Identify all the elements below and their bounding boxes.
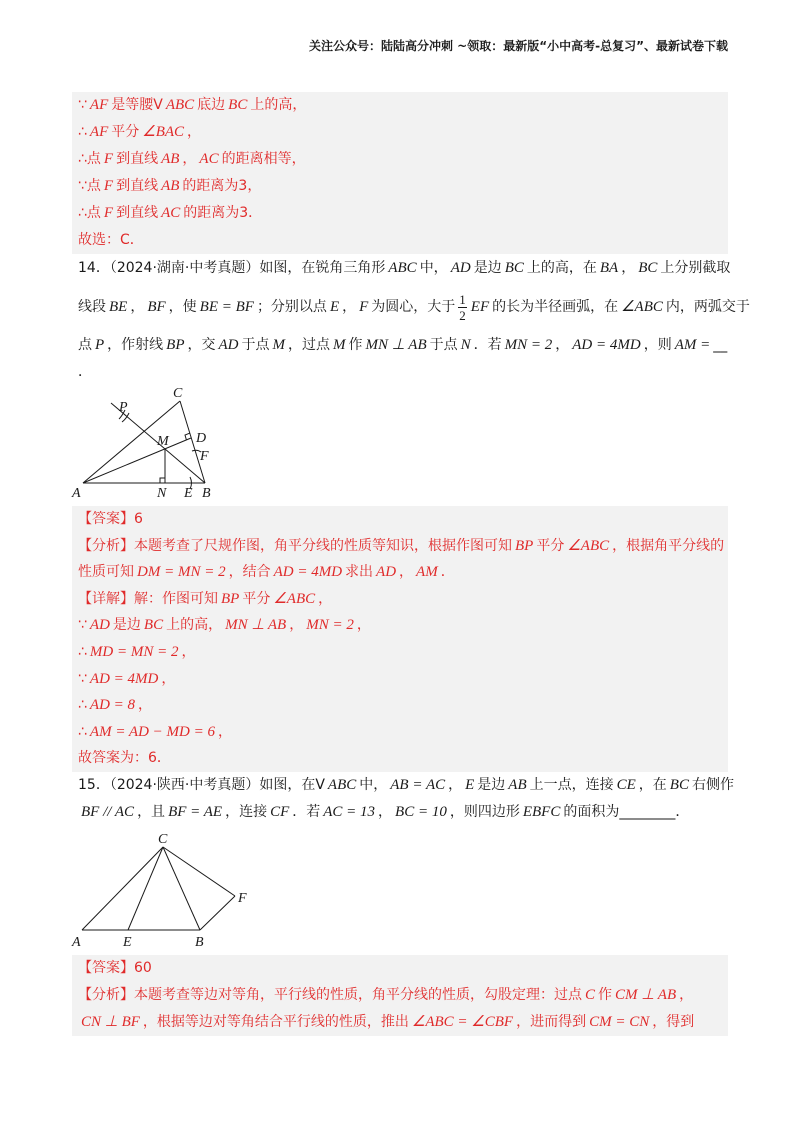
text-run: ，连接 xyxy=(225,804,268,820)
text-run: 作 xyxy=(348,337,363,353)
question-15 xyxy=(72,772,734,826)
math-expression: AD xyxy=(376,564,397,581)
text-run: 于点 xyxy=(241,337,270,353)
math-expression: MN ⊥ AB xyxy=(225,617,287,634)
math-expression: ABC xyxy=(388,260,417,276)
math-expression: C xyxy=(585,987,596,1003)
text-run: ，且 xyxy=(137,804,166,820)
text-run: ， xyxy=(621,260,636,276)
text-run: ，结合 xyxy=(228,564,271,581)
math-expression: AD = 4MD xyxy=(572,337,641,353)
math-expression: BC xyxy=(228,97,248,113)
label-E: E xyxy=(184,486,193,501)
text-run: ∵ xyxy=(78,617,87,634)
text-line xyxy=(78,282,750,332)
text-run: 平分 xyxy=(111,124,140,140)
text-run: ∵ xyxy=(78,97,87,113)
label-F: F xyxy=(238,891,247,906)
text-run: ， xyxy=(182,151,197,167)
text-run: 到直线 xyxy=(116,178,159,194)
math-expression: ABC xyxy=(327,777,357,793)
text-line xyxy=(78,119,728,146)
text-run: 是边 xyxy=(473,260,502,276)
text-run: 的距离为3， xyxy=(182,178,262,194)
text-run: ∵ xyxy=(78,670,87,687)
text-run: 上的高， xyxy=(250,97,307,113)
math-expression: AD xyxy=(89,617,110,634)
math-expression: MN = 2 xyxy=(504,337,553,353)
math-expression: BC xyxy=(669,777,689,793)
text-run: ．若 xyxy=(473,337,502,353)
solution-block-q15 xyxy=(72,955,728,1036)
text-line xyxy=(78,719,728,746)
text-line xyxy=(78,533,728,560)
text-run: 14．（2024·湖南·中考真题）如图，在锐角三角形 xyxy=(78,260,386,276)
text-run: 上的高， xyxy=(166,617,223,634)
text-run: 上分别截取 xyxy=(660,260,731,276)
text-run: 的距离相等， xyxy=(221,151,306,167)
math-expression: BC xyxy=(504,260,524,276)
text-run: ，使 xyxy=(168,299,197,315)
figure-q15 xyxy=(70,828,260,950)
text-run: 15．（2024·陕西·中考真题）如图，在V xyxy=(78,777,325,793)
math-expression: BE = BF xyxy=(199,299,254,315)
math-expression: CM ⊥ AB xyxy=(615,987,677,1003)
math-expression: AM xyxy=(416,564,438,581)
text-run: ，过点 xyxy=(288,337,330,353)
text-line xyxy=(78,745,728,772)
math-expression: DM = MN = 2 xyxy=(137,564,226,581)
text-run: ， xyxy=(679,987,694,1003)
math-expression: CN ⊥ BF xyxy=(81,1014,140,1030)
text-run: 中， xyxy=(359,777,388,793)
figure-q14 xyxy=(70,380,220,502)
text-run: ，得到 xyxy=(652,1014,695,1030)
text-run: ，则四边形 xyxy=(449,804,520,820)
text-run: 的面积为________． xyxy=(563,804,690,820)
text-line xyxy=(78,92,728,119)
math-expression: BF xyxy=(147,299,166,315)
text-run: ， xyxy=(378,804,393,820)
text-run: 点 xyxy=(78,337,92,353)
math-expression: AC xyxy=(161,205,181,221)
label-F: F xyxy=(200,449,209,464)
text-run: 到直线 xyxy=(116,151,159,167)
text-run: ． xyxy=(440,564,455,581)
math-expression: F xyxy=(103,178,114,194)
math-expression: E xyxy=(465,777,475,793)
text-line xyxy=(78,772,734,799)
text-run: ， xyxy=(161,670,176,687)
label-E: E xyxy=(123,935,132,950)
text-line xyxy=(78,666,728,693)
fraction-numerator: 1 xyxy=(459,291,466,307)
math-expression: AF xyxy=(89,97,109,113)
text-run: ， xyxy=(181,643,196,660)
text-line xyxy=(78,612,728,639)
math-expression: BF = AE xyxy=(168,804,223,820)
segment-BF xyxy=(200,896,235,930)
math-expression: AD xyxy=(218,337,239,353)
text-run: ， xyxy=(289,617,304,634)
label-D: D xyxy=(196,431,207,446)
math-expression: AB = AC xyxy=(390,777,446,793)
math-expression: BE xyxy=(109,299,128,315)
text-line xyxy=(78,586,728,613)
text-run: 于点 xyxy=(429,337,458,353)
math-expression: AD = 4MD xyxy=(273,564,343,581)
text-run: ，进而得到 xyxy=(516,1014,587,1030)
text-line xyxy=(78,955,728,982)
text-run: __ xyxy=(713,337,728,353)
text-run: 故答案为：6． xyxy=(78,750,171,767)
label-C: C xyxy=(158,832,168,847)
math-expression: AC xyxy=(199,151,219,167)
text-run: 的距离为3． xyxy=(183,205,263,221)
right-angle-mark-N xyxy=(160,478,165,483)
math-expression: AC = 13 xyxy=(323,804,376,820)
math-expression: ∠ABC = ∠CBF xyxy=(411,1014,514,1030)
text-line xyxy=(78,173,728,200)
text-run: 底边 xyxy=(197,97,226,113)
text-line xyxy=(78,799,728,826)
text-run: ， xyxy=(356,617,371,634)
math-expression: N xyxy=(460,337,471,353)
header-promo-text: 关注公众号：陆陆高分冲刺 ~领取：最新版“小中高考-总复习”、最新试卷下载 xyxy=(309,39,728,53)
math-expression: F xyxy=(359,299,369,315)
text-run: ，根据等边对等角结合平行线的性质，推出 xyxy=(142,1014,409,1030)
text-run: 右侧作 xyxy=(691,777,734,793)
text-run: 故选：C． xyxy=(78,232,144,248)
math-expression: E xyxy=(329,299,340,315)
text-run: ，交 xyxy=(187,337,216,353)
text-run: 【答案】60 xyxy=(78,960,152,976)
text-run: 上一点，连接 xyxy=(529,777,614,793)
text-run: 为圆心，大于 xyxy=(371,299,456,315)
solution-block-q14 xyxy=(72,506,728,772)
text-run: 求出 xyxy=(345,564,374,581)
text-run: ∴ xyxy=(78,697,87,714)
text-run: 作 xyxy=(598,987,613,1003)
text-line xyxy=(78,506,728,533)
math-expression: AD xyxy=(450,260,471,276)
text-run: ， xyxy=(130,299,145,315)
text-line xyxy=(78,982,728,1009)
math-expression: ∠ABC xyxy=(567,537,610,554)
text-run: ． xyxy=(78,364,92,380)
math-expression: ∠BAC xyxy=(142,124,185,140)
label-A: A xyxy=(72,935,81,950)
text-run: 的长为半径画弧，在 xyxy=(492,299,619,315)
math-expression: BC xyxy=(638,260,658,276)
text-run: 【详解】解：作图可知 xyxy=(78,590,218,607)
label-P: P xyxy=(119,400,128,415)
text-run: ， xyxy=(218,723,232,740)
math-expression: AB xyxy=(161,178,180,194)
math-expression: BP xyxy=(221,590,240,607)
math-expression: BC = 10 xyxy=(395,804,447,820)
text-run: ， xyxy=(555,337,570,353)
text-run: 线段 xyxy=(78,299,106,315)
math-expression: AM = xyxy=(674,337,711,353)
math-expression: ∠ABC xyxy=(273,590,316,607)
label-A: A xyxy=(72,486,81,501)
fraction xyxy=(458,292,467,323)
text-line xyxy=(78,1009,728,1036)
text-line xyxy=(78,692,728,719)
math-expression: BP xyxy=(515,537,534,554)
question-14 xyxy=(72,255,750,386)
math-expression: BC xyxy=(143,617,164,634)
text-run: 性质可知 xyxy=(78,564,134,581)
text-run: ，根据角平分线的 xyxy=(612,537,725,554)
text-run: ， xyxy=(342,299,357,315)
segment-CE xyxy=(128,847,163,930)
text-run: ∴ xyxy=(78,643,87,660)
math-expression: MD = MN = 2 xyxy=(89,643,179,660)
math-expression: BP xyxy=(166,337,185,353)
text-run: ，在 xyxy=(638,777,667,793)
segment-AD xyxy=(83,438,191,483)
text-run: 内，两弧交于 xyxy=(665,299,750,315)
text-run: 是边 xyxy=(477,777,506,793)
text-run: ∴ xyxy=(78,124,87,140)
text-line xyxy=(78,639,728,666)
text-run: ， xyxy=(318,590,333,607)
text-run: ．若 xyxy=(292,804,321,820)
label-B: B xyxy=(202,486,211,501)
text-line xyxy=(78,332,728,359)
label-C: C xyxy=(173,386,183,401)
text-run: ∴点 xyxy=(78,205,101,221)
text-run: ， xyxy=(187,124,202,140)
text-run: ；分别以点 xyxy=(256,299,327,315)
math-expression: M xyxy=(272,337,285,353)
math-expression: ABC xyxy=(165,97,195,113)
text-run: ， xyxy=(399,564,414,581)
text-run: ， xyxy=(448,777,463,793)
math-expression: AD = 8 xyxy=(89,697,136,714)
text-run: 中， xyxy=(419,260,448,276)
text-line xyxy=(78,255,731,282)
text-line xyxy=(78,559,728,586)
text-run: 【分析】本题考查等边对等角，平行线的性质，角平分线的性质，勾股定理：过点 xyxy=(78,987,582,1003)
math-expression: AB xyxy=(161,151,180,167)
text-run: 是边 xyxy=(112,617,141,634)
text-run: 是等腰V xyxy=(111,97,163,113)
text-run: ， xyxy=(138,697,153,714)
math-expression: CF xyxy=(270,804,290,820)
text-run: 平分 xyxy=(242,590,271,607)
text-run: ∴点 xyxy=(78,151,101,167)
text-run: 平分 xyxy=(536,537,565,554)
label-M: M xyxy=(157,434,169,449)
math-expression: AD = 4MD xyxy=(89,670,159,687)
math-expression: EF xyxy=(470,299,490,315)
math-expression: AB xyxy=(508,777,527,793)
solution-block-q13 xyxy=(72,92,728,254)
text-run: ∴ xyxy=(78,723,87,740)
math-expression: ∠ABC xyxy=(621,299,663,315)
math-expression: MN = 2 xyxy=(306,617,354,634)
math-expression: CE xyxy=(616,777,636,793)
text-run: ，则 xyxy=(643,337,672,353)
math-expression: P xyxy=(95,337,105,353)
text-run: 上的高，在 xyxy=(526,260,597,276)
math-expression: AM = AD − MD = 6 xyxy=(89,723,215,740)
math-expression: F xyxy=(103,205,114,221)
math-expression: EBFC xyxy=(522,804,561,820)
label-B: B xyxy=(195,935,204,950)
math-expression: F xyxy=(103,151,114,167)
label-N: N xyxy=(157,486,167,501)
text-run: 【分析】本题考查了尺规作图，角平分线的性质等知识，根据作图可知 xyxy=(78,537,512,554)
math-expression: CM = CN xyxy=(589,1014,650,1030)
segment-AC xyxy=(82,847,163,930)
text-line xyxy=(78,227,728,254)
text-run: ∵点 xyxy=(78,178,101,194)
math-expression: MN ⊥ AB xyxy=(365,337,427,353)
text-run: 到直线 xyxy=(116,205,159,221)
text-run: 【答案】6 xyxy=(78,511,143,527)
fraction-denominator: 2 xyxy=(459,307,466,323)
math-expression: BF // AC xyxy=(81,804,135,820)
text-line xyxy=(78,146,728,173)
math-expression: M xyxy=(333,337,346,353)
math-expression: AF xyxy=(89,124,109,140)
text-line xyxy=(78,200,728,227)
math-expression: BA xyxy=(599,260,619,276)
text-run: ，作射线 xyxy=(107,337,164,353)
